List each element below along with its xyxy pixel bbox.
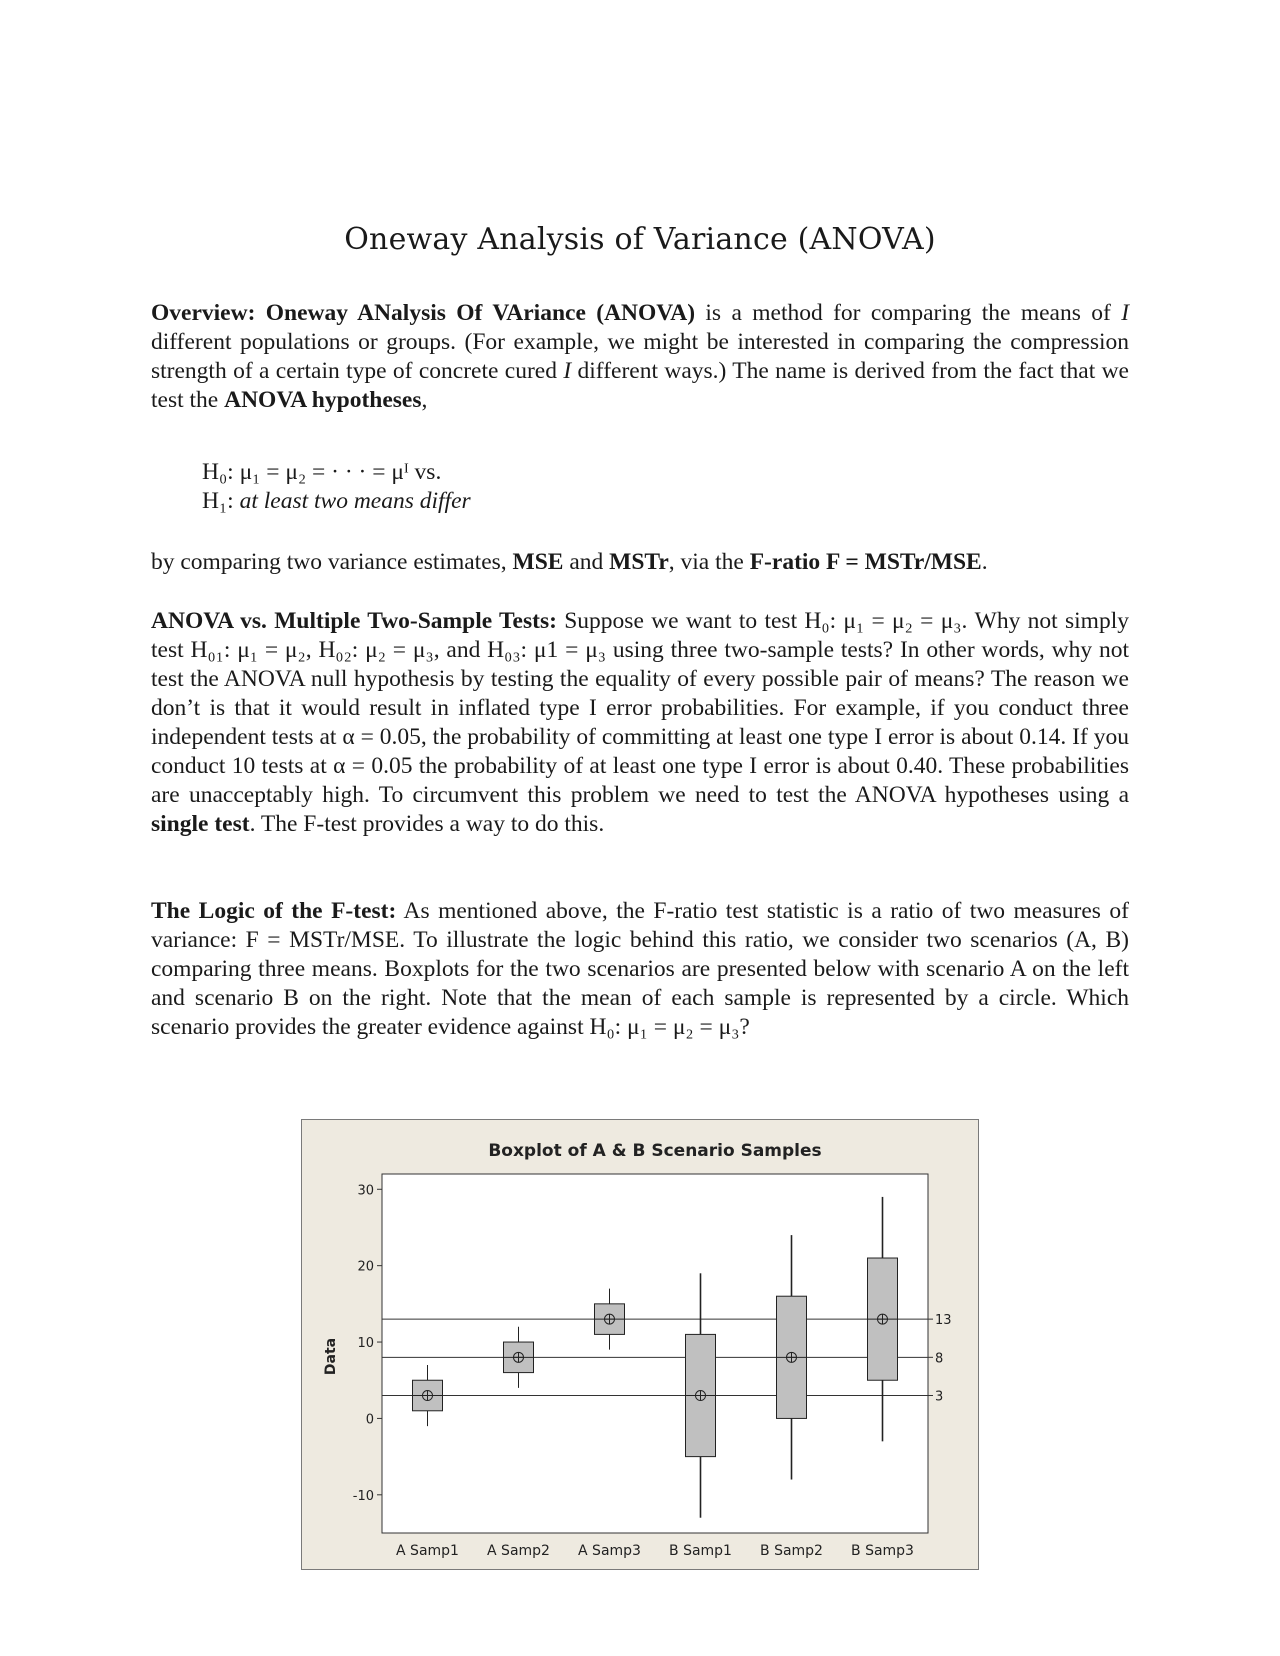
overview-text-3: different ways.) The name is derived from the fact that we test the: [151, 358, 1129, 413]
overview-text-4: ,: [421, 387, 428, 413]
overview-text-2: different populations or groups. (For example, we might be interested in comparing the compression strength of a certain type of concrete cured: [151, 329, 1129, 384]
overview-heading: Overview:: [151, 300, 256, 326]
by-comparing-text-1: by comparing two variance estimates,: [151, 549, 513, 575]
logic-paragraph: [151, 897, 1129, 1042]
plot-area: [382, 1174, 928, 1533]
var-i-2: I: [563, 358, 572, 384]
null-hypothesis: H₀: μ₁ = μ₂ = · · · = μᴵ vs.: [202, 459, 442, 485]
by-comparing-text-4: .: [981, 549, 988, 575]
y-axis-label: Data: [323, 1337, 339, 1376]
y-tick-label: 10: [357, 1336, 374, 1352]
overview-term: Oneway ANalysis Of VAriance (ANOVA): [265, 300, 696, 326]
boxplot-chart-frame: [301, 1119, 979, 1570]
anova-vs-paragraph: [151, 607, 1129, 839]
x-tick-label: B Samp2: [760, 1543, 823, 1559]
reference-label: 3: [935, 1389, 944, 1405]
boxplot-chart: [302, 1120, 978, 1569]
x-tick-label: A Samp2: [487, 1543, 550, 1559]
alt-hypothesis: [202, 487, 471, 516]
page-title: Oneway Analysis of Variance (ANOVA): [344, 222, 936, 257]
reference-label: 13: [935, 1313, 952, 1329]
y-tick-label: -10: [352, 1488, 374, 1504]
anova-hypotheses-term: ANOVA hypotheses: [224, 387, 422, 413]
overview-text-1: is a method for comparing the means of: [695, 300, 1122, 326]
overview-paragraph: [151, 299, 1129, 415]
x-tick-label: B Samp3: [851, 1543, 914, 1559]
by-comparing-text-3: , via the: [668, 549, 750, 575]
chart-title: Boxplot of A & B Scenario Samples: [488, 1141, 822, 1161]
alt-hypothesis-text: at least two means differ: [239, 488, 471, 514]
y-tick-label: 20: [357, 1259, 374, 1275]
by-comparing-text-2: and: [563, 549, 610, 575]
alt-hypothesis-prefix: H₁:: [202, 488, 240, 514]
single-test-term: single test: [151, 811, 250, 837]
var-i: I: [1121, 300, 1130, 326]
reference-label: 8: [935, 1351, 944, 1367]
anova-vs-text-2: . The F-test provides a way to do this.: [249, 811, 605, 837]
x-tick-label: A Samp1: [396, 1543, 459, 1559]
y-tick-label: 30: [357, 1183, 374, 1199]
mstr-term: MSTr: [609, 549, 669, 575]
logic-text: As mentioned above, the F-ratio test statistic is a ratio of two measures of variance: F = MSTr/MSE. To illustrate the logic behind this ratio, we consider two scenarios (A, B) comparing three means. Boxplots for the two scenarios are presented below with scenario A on the left and scenario B on the right. Note that the mean of each sample is represented by a circle. Which scenario provides the greater evidence against H₀: μ₁ = μ₂ = μ₃?: [151, 898, 1129, 1040]
anova-vs-text-1: Suppose we want to test H₀: μ₁ = μ₂ = μ₃. Why not simply test H₀₁: μ₁ = μ₂, H₀₂: μ₂ = μ₃, and H₀₃: μ1 = μ₃ using three two-sample tests? In other words, why not test the ANOVA null hypothesis by testing the equality of every possible pair of means? The reason we don’t is that it would result in inflated type I error probabilities. For example, if you conduct three independent tests at α = 0.05, the probability of committing at least one type I error is about 0.14. If you conduct 10 tests at α = 0.05 the probability of at least one type I error is about 0.40. These probabilities are unacceptably high. To circumvent this problem we need to test the ANOVA hypotheses using a: [151, 608, 1129, 808]
x-tick-label: A Samp3: [578, 1543, 641, 1559]
anova-vs-heading: ANOVA vs. Multiple Two-Sample Tests:: [151, 608, 557, 634]
y-tick-label: 0: [365, 1412, 374, 1428]
mse-term: MSE: [512, 549, 564, 575]
x-tick-label: B Samp1: [669, 1543, 732, 1559]
f-ratio-term: F-ratio F = MSTr/MSE: [749, 549, 982, 575]
by-comparing-paragraph: [151, 548, 1129, 577]
logic-heading: The Logic of the F-test:: [151, 898, 397, 924]
